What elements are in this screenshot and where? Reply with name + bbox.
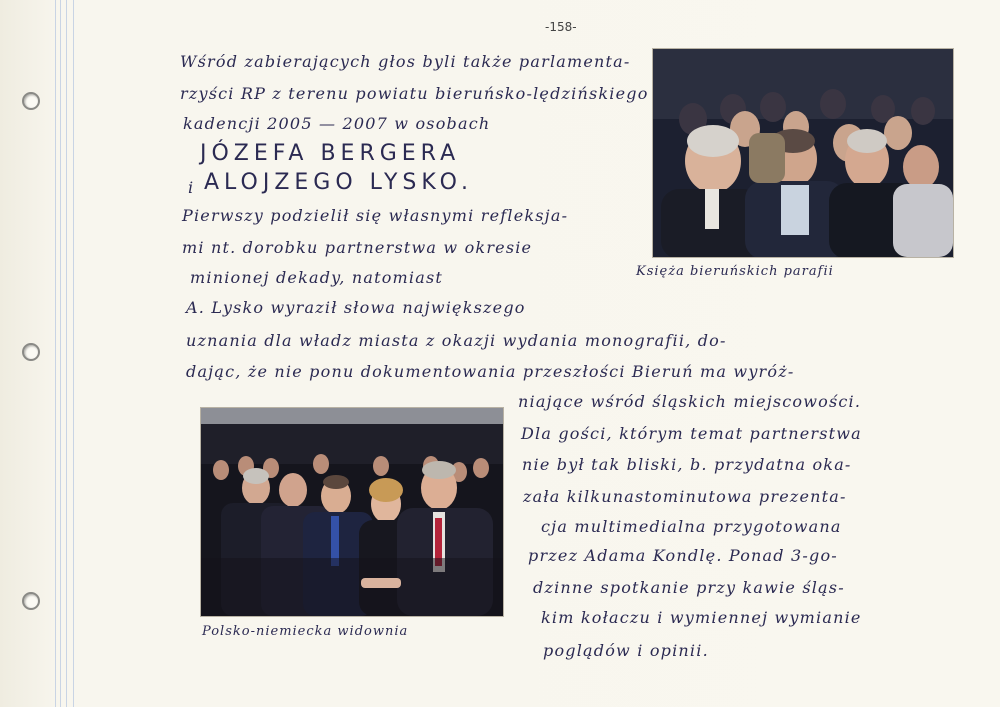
text-line: Pierwszy podzielił się własnymi refleksja- [182, 206, 569, 225]
conjunction: i [188, 178, 195, 197]
text-line: niające wśród śląskich miejscowości. [518, 392, 862, 411]
name-berger: JÓZEFA BERGERA [200, 141, 461, 166]
text-line: nie był tak bliski, b. przydatna oka- [522, 455, 852, 474]
photo-audience [200, 407, 504, 617]
text-line: uznania dla władz miasta z okazji wydania monografii, do- [186, 331, 727, 350]
text-line: kadencji 2005 — 2007 w osobach [183, 114, 491, 133]
caption-priests: Księża bieruńskich parafii [636, 264, 834, 279]
binder-hole [22, 592, 40, 610]
text-line: kim kołaczu i wymiennej wymianie [541, 608, 862, 627]
audience-photo-mixed [201, 408, 503, 616]
text-line: cja multimedialna przygotowana [541, 517, 842, 536]
caption-audience: Polsko-niemiecka widownia [202, 624, 409, 639]
margin-line [55, 0, 56, 707]
binder-hole [22, 92, 40, 110]
name-lysko: ALOJZEGO LYSKO. [204, 170, 474, 195]
text-line: zała kilkunastominutowa prezenta- [523, 487, 847, 506]
page-number: -158- [545, 20, 577, 34]
text-line: mi nt. dorobku partnerstwa w okresie [182, 238, 533, 257]
text-line: rzyści RP z terenu powiatu bieruńsko-lędzińskiego [180, 84, 649, 103]
text-line: przez Adama Kondlę. Ponad 3-go- [528, 546, 838, 565]
margin-line [73, 0, 74, 707]
margin-line [66, 0, 67, 707]
binder-hole [22, 343, 40, 361]
text-line: A. Lysko wyraził słowa największego [186, 298, 526, 317]
text-line: Wśród zabierających głos byli także parlamenta- [180, 52, 631, 71]
photo-priests [652, 48, 954, 258]
text-line: poglądów i opinii. [543, 641, 709, 660]
text-line: minionej dekady, natomiast [190, 268, 444, 287]
audience-photo-priests [653, 49, 953, 257]
text-line: dając, że nie ponu dokumentowania przeszłości Bieruń ma wyróż- [186, 362, 795, 381]
text-line: Dla gości, którym temat partnerstwa [521, 424, 862, 443]
text-line: dzinne spotkanie przy kawie śląs- [533, 578, 845, 597]
margin-line [60, 0, 61, 707]
